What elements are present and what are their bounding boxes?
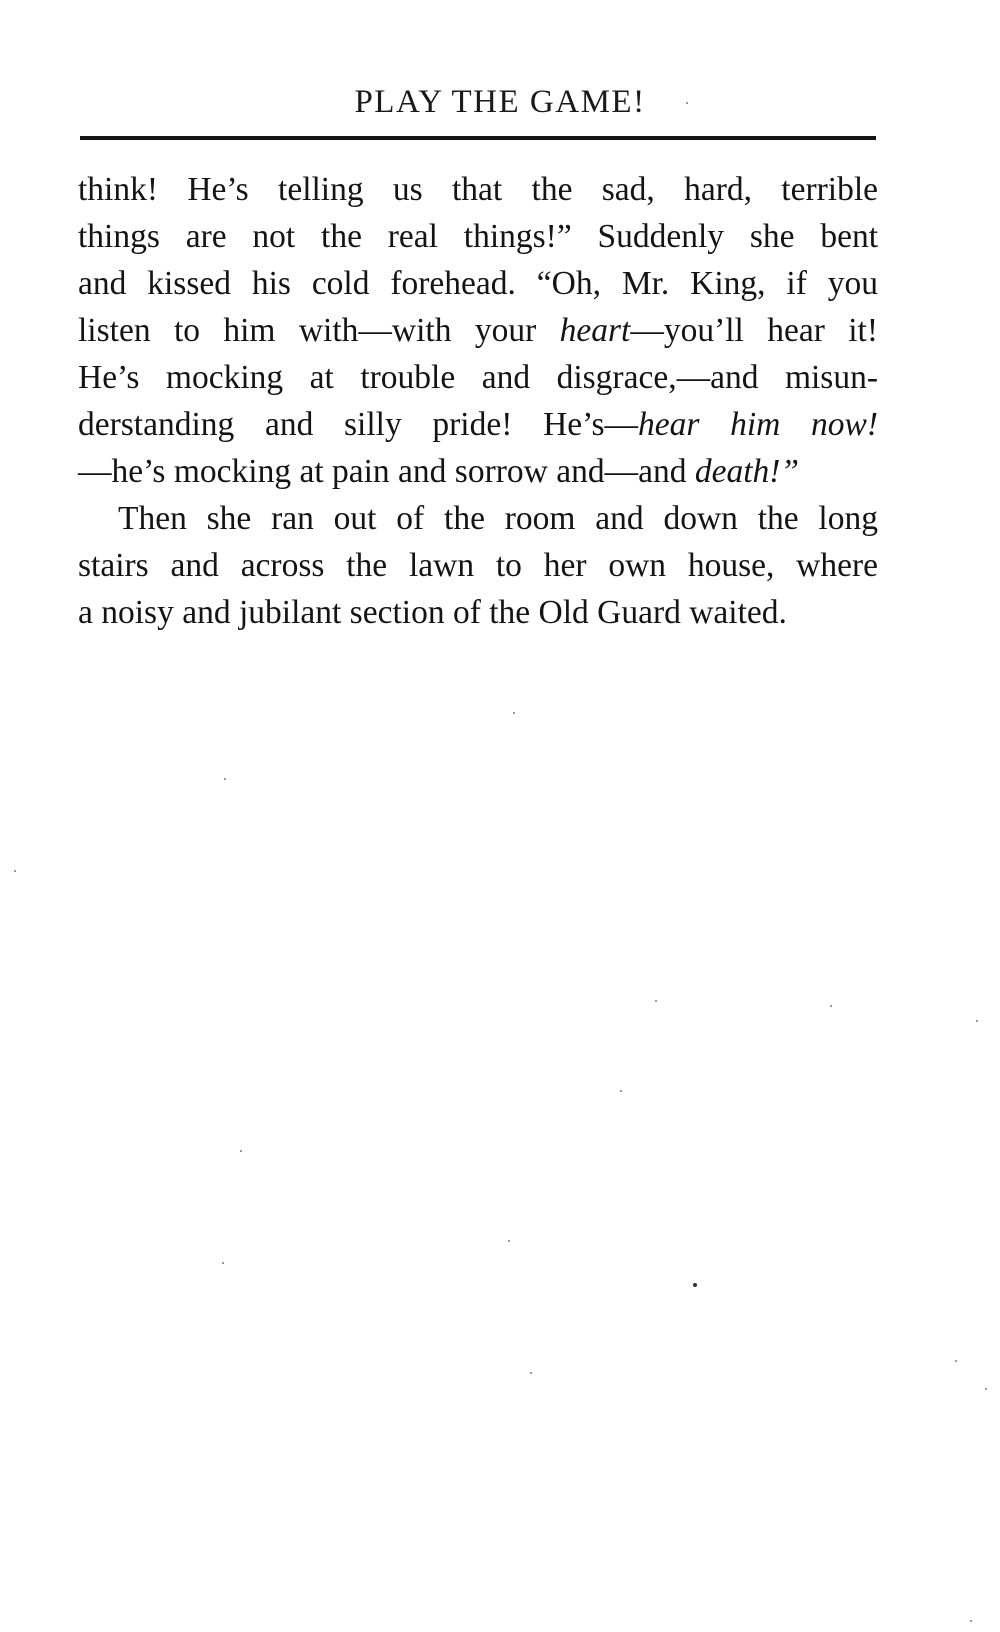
scan-speck [513,712,515,714]
scan-speck [508,1240,510,1242]
text-line: a noisy and jubilant section of the Old Guard waited. [78,594,787,631]
italic-text: heart [559,312,631,349]
text-line: think! He’s telling us that the sad, hard, terrible [78,171,878,208]
text-line: —he’s mocking at pain and sorrow and—and death!” [78,453,800,490]
text-line: He’s mocking at trouble and disgrace,—and misun- [78,359,878,396]
scan-speck [224,778,226,780]
scan-speck [655,1000,657,1002]
scan-speck [620,1090,622,1092]
italic-text: death!” [694,453,800,490]
running-head: PLAY THE GAME! [354,84,646,120]
scan-speck [970,1620,972,1622]
header-rule [80,136,876,140]
scan-speck [830,1005,832,1007]
italic-text: hear him now! [637,406,878,443]
text-line: and kissed his cold forehead. “Oh, Mr. King, if you [78,265,878,302]
scan-speck [976,1020,978,1022]
scan-speck [14,870,16,872]
scan-speck [530,1372,532,1374]
scan-speck [693,1283,697,1287]
body-text [78,166,878,636]
text-line: listen to him with—with your heart—you’ll hear it! [78,312,878,349]
scan-speck [985,1388,987,1390]
scan-speck [240,1150,242,1152]
text-line: stairs and across the lawn to her own house, where [78,547,878,584]
scan-speck [222,1262,224,1264]
text-line: things are not the real things!” Suddenly she bent [78,218,878,255]
scan-speck [955,1360,957,1362]
text-line: derstanding and silly pride! He’s—hear him now! [78,406,878,443]
scan-speck [686,102,688,104]
text-line: Then she ran out of the room and down the long [118,500,878,537]
